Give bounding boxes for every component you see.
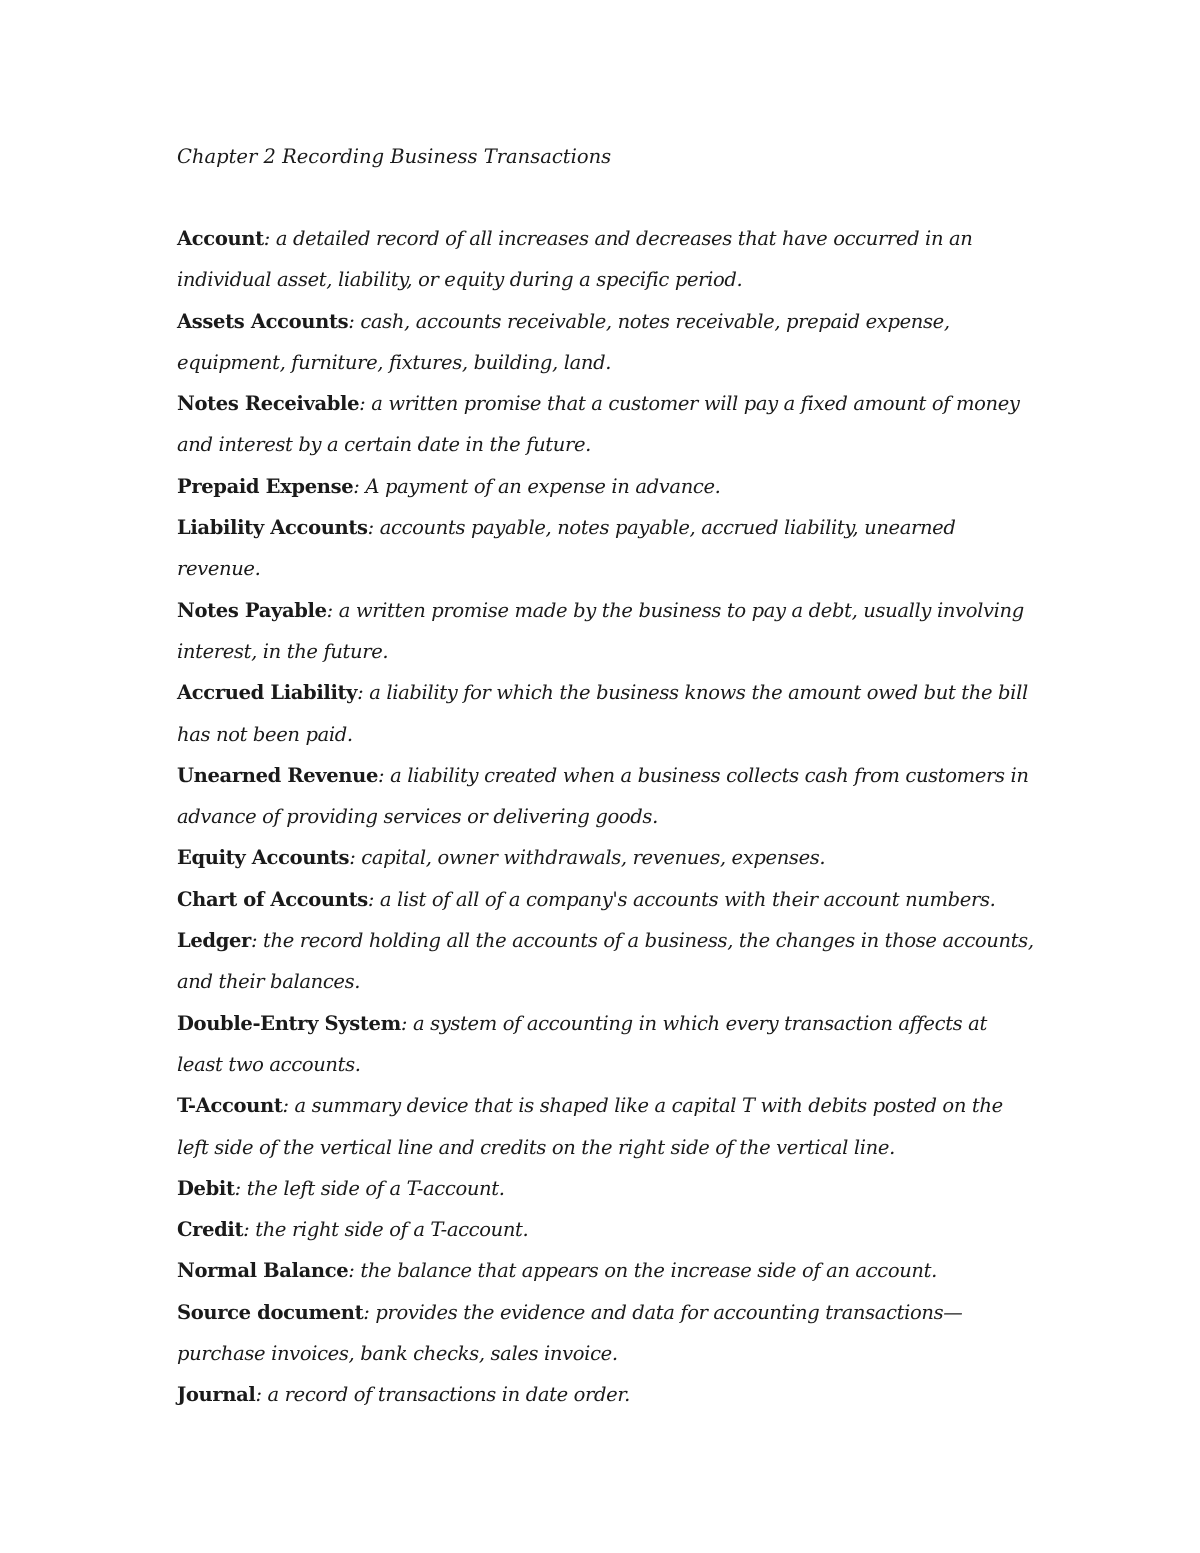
glossary-term: Liability Accounts bbox=[177, 516, 368, 540]
glossary-definition: : a liability created when a business collects cash from customers in advance of providing services or delivering goods. bbox=[177, 763, 1029, 829]
glossary-entry bbox=[177, 590, 1037, 673]
glossary-entry bbox=[177, 507, 1037, 590]
page-title: Chapter 2 Recording Business Transactions bbox=[177, 145, 612, 168]
glossary-term: Source document bbox=[177, 1300, 364, 1324]
glossary-term: Account bbox=[177, 227, 264, 250]
glossary-definition: : a detailed record of all increases and decreases that have occurred in an individual asset, liability, or equity during a specific period. bbox=[177, 227, 973, 292]
glossary-entry bbox=[177, 1003, 1037, 1086]
glossary-definition: : accounts payable, notes payable, accrued liability, unearned revenue. bbox=[177, 516, 956, 581]
glossary-entry bbox=[177, 218, 1037, 301]
glossary-term: T-Account bbox=[177, 1094, 283, 1118]
glossary-entry bbox=[177, 466, 1037, 507]
glossary-term: Unearned Revenue bbox=[177, 763, 379, 787]
glossary-entry bbox=[177, 672, 1037, 755]
glossary-entry bbox=[177, 1292, 1037, 1375]
glossary-term: Debit bbox=[177, 1176, 235, 1200]
glossary-entry bbox=[177, 1250, 1037, 1291]
glossary-term: Double-Entry System bbox=[177, 1011, 401, 1035]
glossary-term: Credit bbox=[177, 1218, 244, 1242]
glossary-entry bbox=[177, 1374, 1037, 1415]
glossary-term: Prepaid Expense bbox=[177, 474, 354, 498]
glossary-definition: : A payment of an expense in advance. bbox=[353, 474, 721, 498]
glossary-definition: : cash, accounts receivable, notes receivable, prepaid expense, equipment, furniture, fixtures, building, land. bbox=[177, 309, 950, 374]
glossary-term: Notes Receivable bbox=[177, 392, 360, 416]
glossary-entry bbox=[177, 755, 1037, 838]
glossary-definition: : a record of transactions in date order. bbox=[255, 1383, 631, 1407]
glossary-definition: : the record holding all the accounts of a business, the changes in those accounts, and their balances. bbox=[177, 929, 1034, 994]
glossary-entry bbox=[177, 1085, 1037, 1168]
glossary-entry bbox=[177, 301, 1037, 384]
document-body bbox=[177, 136, 1037, 1416]
glossary-definition: : a system of accounting in which every transaction affects at least two accounts. bbox=[177, 1011, 987, 1076]
glossary-entry bbox=[177, 1209, 1037, 1250]
glossary-entry bbox=[177, 920, 1037, 1003]
glossary-entry bbox=[177, 1168, 1037, 1209]
glossary-definition: : a list of all of a company's accounts with their account numbers. bbox=[367, 887, 996, 911]
glossary-definition: : a written promise made by the business to pay a debt, usually involving interest, in the future. bbox=[177, 598, 1024, 663]
glossary-entry bbox=[177, 879, 1037, 920]
glossary-entry bbox=[177, 383, 1037, 466]
glossary-definition: : a liability for which the business knows the amount owed but the bill has not been paid. bbox=[177, 681, 1028, 746]
glossary-definition: : the balance that appears on the increase side of an account. bbox=[348, 1259, 937, 1283]
glossary-term: Equity Accounts bbox=[177, 846, 350, 870]
glossary-term: Ledger bbox=[177, 929, 251, 953]
glossary-term: Chart of Accounts bbox=[177, 887, 368, 911]
glossary-term: Journal bbox=[177, 1383, 256, 1407]
glossary-definition: : a summary device that is shaped like a capital T with debits posted on the left side of the vertical line and credits on the right side of the vertical line. bbox=[177, 1094, 1003, 1159]
glossary-term: Notes Payable bbox=[177, 598, 327, 622]
glossary-definition: : the left side of a T-account. bbox=[234, 1176, 505, 1200]
glossary-definition: : the right side of a T-account. bbox=[243, 1218, 529, 1242]
glossary-definition: : provides the evidence and data for accounting transactions—purchase invoices, bank checks, sales invoice. bbox=[177, 1300, 963, 1366]
glossary-entry bbox=[177, 837, 1037, 878]
glossary-term: Accrued Liability bbox=[177, 681, 358, 705]
glossary-term: Normal Balance bbox=[177, 1259, 349, 1283]
glossary-term: Assets Accounts bbox=[177, 309, 349, 333]
glossary-definition: : a written promise that a customer will pay a fixed amount of money and interest by a certain date in the future. bbox=[177, 392, 1020, 457]
glossary-definition: : capital, owner withdrawals, revenues, expenses. bbox=[349, 846, 826, 870]
